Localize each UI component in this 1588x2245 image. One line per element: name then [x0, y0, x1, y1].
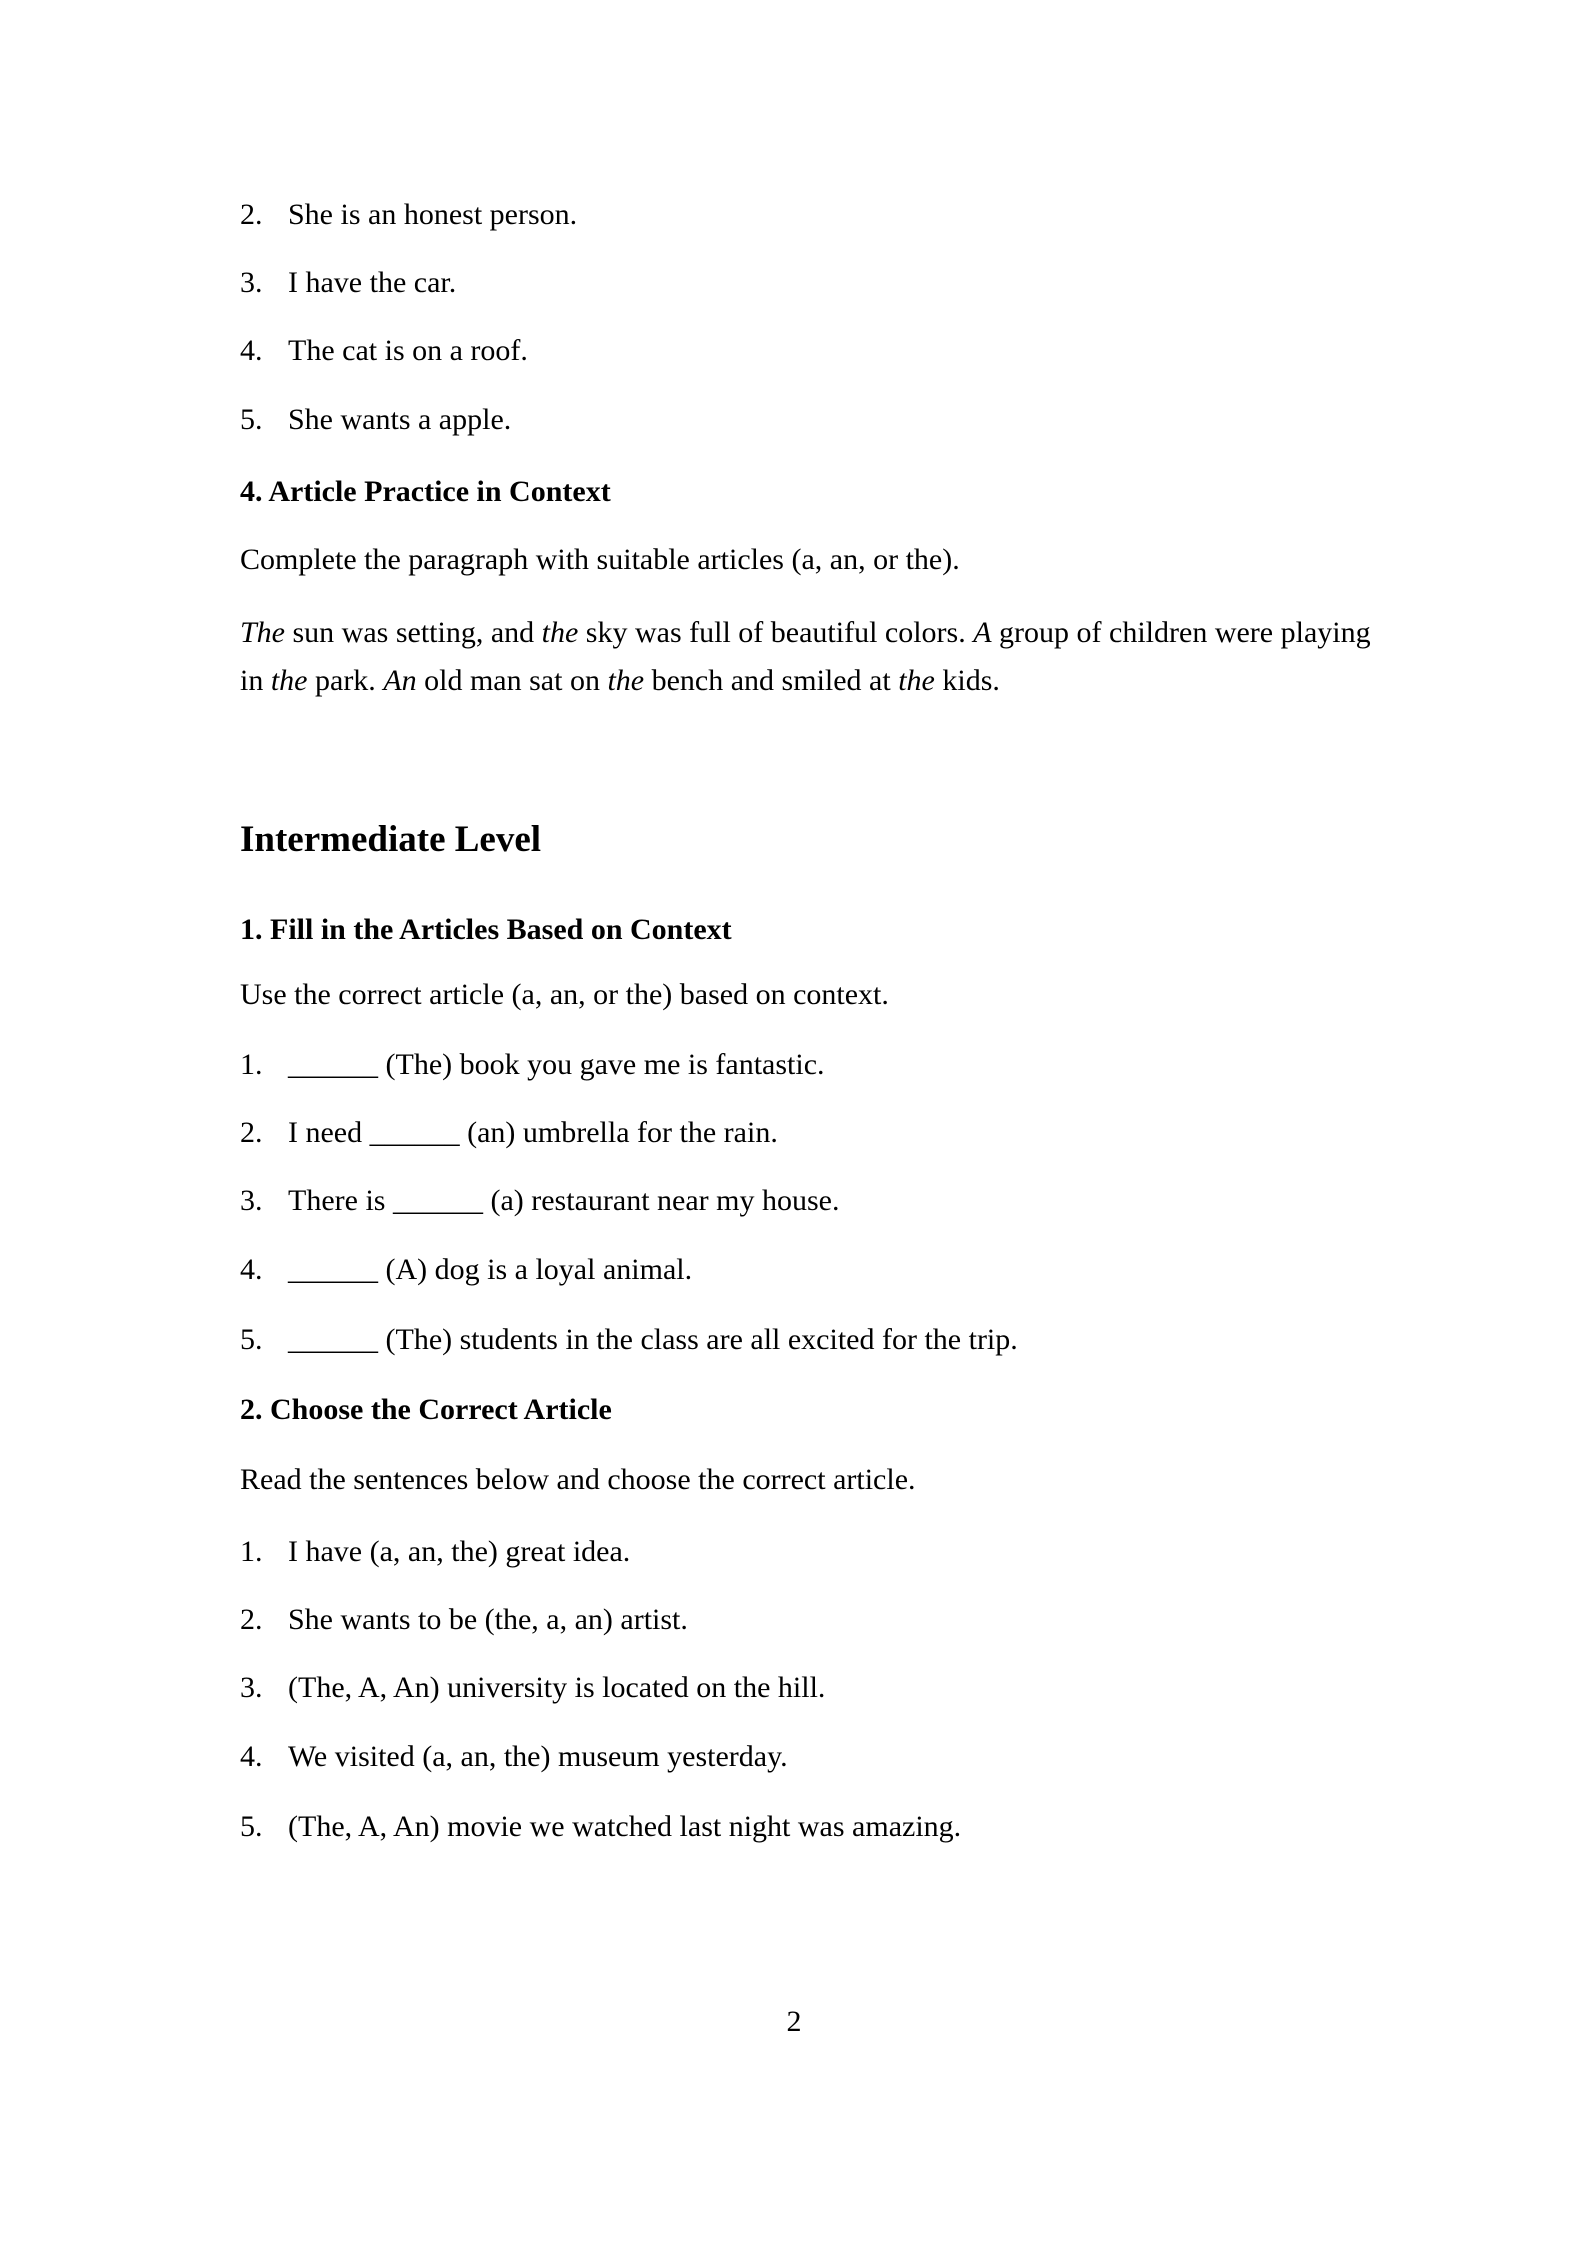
- paragraph-segment: old man sat on: [416, 664, 608, 697]
- fill-in-item: [240, 1111, 1408, 1155]
- page-number: 2: [786, 2005, 802, 2038]
- list-item: [240, 261, 1408, 305]
- list-item-number: 4.: [240, 1253, 263, 1286]
- instruction-text: Read the sentences below and choose the correct article.: [240, 1463, 916, 1496]
- paragraph-segment: the: [541, 616, 579, 649]
- choose-item-text: (The, A, An) university is located on the hill.: [288, 1671, 826, 1704]
- list-item-number: 4.: [240, 1740, 263, 1773]
- paragraph-segment: A: [973, 616, 992, 649]
- choose-item: [240, 1598, 1408, 1642]
- fill-in-item: [240, 1043, 1408, 1087]
- list-item-number: 4.: [240, 334, 263, 367]
- list-item-number: 2.: [240, 1116, 263, 1149]
- list-item-number: 1.: [240, 1048, 263, 1081]
- paragraph-segment: the: [270, 664, 308, 697]
- list-item-number: 3.: [240, 266, 263, 299]
- paragraph-segment: sky was full of beautiful colors.: [578, 616, 974, 649]
- list-item-number: 1.: [240, 1535, 263, 1568]
- fill-in-item-text: There is ______ (a) restaurant near my house.: [288, 1184, 840, 1217]
- list-item-text: The cat is on a roof.: [288, 334, 528, 367]
- choose-item-text: (The, A, An) movie we watched last night was amazing.: [288, 1810, 962, 1843]
- fill-in-item-text: I need ______ (an) umbrella for the rain.: [288, 1116, 778, 1149]
- list-item-number: 3.: [240, 1184, 263, 1217]
- paragraph-segment: park.: [307, 664, 384, 697]
- choose-item: [240, 1666, 1408, 1710]
- choose-item-text: She wants to be (the, a, an) artist.: [288, 1603, 688, 1636]
- list-item-number: 2.: [240, 198, 263, 231]
- choose-item: [240, 1805, 1408, 1849]
- instruction-text: Complete the paragraph with suitable articles (a, an, or the).: [240, 543, 960, 576]
- list-item-text: She is an honest person.: [288, 198, 578, 231]
- list-item-number: 5.: [240, 1810, 263, 1843]
- list-item-number: 5.: [240, 1323, 263, 1356]
- section-heading-choose: 2. Choose the Correct Article: [240, 1393, 612, 1426]
- paragraph-segment: the: [898, 664, 935, 697]
- list-item: [240, 193, 1408, 237]
- list-item: [240, 398, 1408, 442]
- paragraph-segment: the: [607, 664, 645, 697]
- section-heading-fill-in: 1. Fill in the Articles Based on Context: [240, 913, 732, 946]
- choose-item: [240, 1735, 1408, 1779]
- paragraph-segment: The: [240, 616, 285, 649]
- list-item: [240, 329, 1408, 373]
- fill-in-item-text: ______ (The) book you gave me is fantastic.: [288, 1048, 825, 1081]
- practice-paragraph: [240, 609, 1408, 705]
- paragraph-segment: bench and smiled at: [644, 664, 899, 697]
- paragraph-segment: sun was setting, and: [285, 616, 542, 649]
- paragraph-segment: kids.: [934, 664, 1000, 697]
- list-item-text: I have the car.: [288, 266, 457, 299]
- instruction-text: Use the correct article (a, an, or the) based on context.: [240, 978, 889, 1011]
- paragraph-segment: An: [383, 664, 417, 697]
- choose-item-text: I have (a, an, the) great idea.: [288, 1535, 631, 1568]
- fill-in-item-text: ______ (A) dog is a loyal animal.: [288, 1253, 693, 1286]
- choose-item: [240, 1530, 1408, 1574]
- fill-in-item: [240, 1179, 1408, 1223]
- fill-in-item: [240, 1248, 1408, 1292]
- list-item-number: 2.: [240, 1603, 263, 1636]
- page-title-intermediate-level: Intermediate Level: [240, 819, 542, 860]
- paragraph-segment: in: [240, 664, 271, 697]
- list-item-number: 3.: [240, 1671, 263, 1704]
- list-item-number: 5.: [240, 403, 263, 436]
- list-item-text: She wants a apple.: [288, 403, 512, 436]
- fill-in-item: [240, 1318, 1408, 1362]
- fill-in-item-text: ______ (The) students in the class are all excited for the trip.: [288, 1323, 1018, 1356]
- paragraph-segment: group of children were playing: [991, 616, 1371, 649]
- section-heading-article-practice: 4. Article Practice in Context: [240, 475, 611, 508]
- choose-item-text: We visited (a, an, the) museum yesterday.: [288, 1740, 788, 1773]
